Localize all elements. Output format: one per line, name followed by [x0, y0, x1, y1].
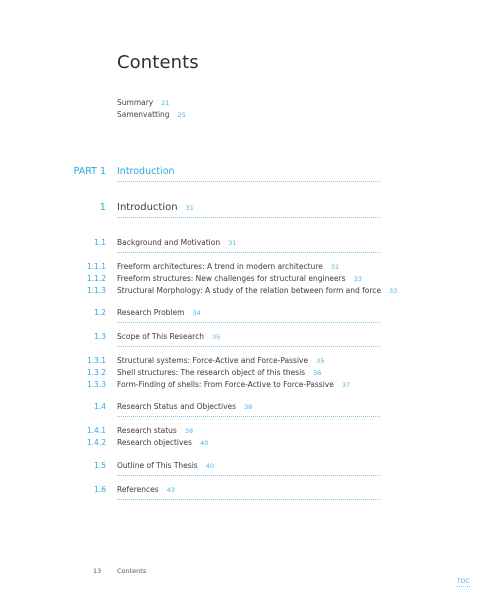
- entry-title: Research status: [117, 426, 177, 435]
- entry-number: 1.1.2: [86, 274, 106, 283]
- entry-page: 35: [211, 333, 221, 341]
- toc-entry[interactable]: [117, 426, 193, 435]
- entry-number: 1.3.3: [86, 380, 106, 389]
- entry-title: Structural Morphology: A study of the relation between form and force: [117, 286, 382, 295]
- entry-title: Outline of This Thesis: [117, 461, 198, 470]
- entry-number: 1.4.1: [86, 426, 106, 435]
- toc-entry[interactable]: [117, 368, 321, 377]
- entry-title: Background and Motivation: [117, 238, 221, 247]
- entry-title: References: [117, 485, 159, 494]
- part-title[interactable]: Introduction: [117, 166, 175, 177]
- entry-page: 40: [199, 439, 209, 447]
- running-footer: Contents: [117, 567, 147, 575]
- toc-entry[interactable]: [117, 238, 236, 247]
- toc-entry[interactable]: [117, 308, 201, 317]
- entry-number: 1.4: [94, 402, 106, 411]
- divider: [117, 475, 380, 476]
- entry-page: 34: [192, 309, 201, 317]
- entry-number: 1.5: [94, 461, 106, 470]
- entry-page: 33: [353, 275, 362, 283]
- entry-number: 1.1.1: [86, 262, 106, 271]
- entry-number: 1.2: [94, 308, 106, 317]
- entry-page: 38: [184, 427, 194, 435]
- chapter-entry[interactable]: [117, 202, 194, 213]
- entry-title: Form-Finding of shells: From Force-Active to Force-Passive: [117, 380, 334, 389]
- front-item-samenvatting[interactable]: [117, 110, 186, 119]
- entry-page: 35: [316, 357, 325, 365]
- divider: [117, 416, 380, 417]
- part-label: PART 1: [73, 166, 106, 177]
- front-item-summary[interactable]: [117, 98, 170, 107]
- toc-entry[interactable]: [117, 286, 397, 295]
- entry-page: 38: [244, 403, 253, 411]
- toc-entry[interactable]: [117, 461, 214, 470]
- entry-title: Freeform structures: New challenges for structural engineers: [117, 274, 346, 283]
- toc-entry[interactable]: [117, 380, 350, 389]
- chapter-page: 31: [185, 204, 194, 212]
- toc-entry[interactable]: [117, 356, 324, 365]
- entry-page: 40: [205, 462, 214, 470]
- entry-title: Research Status and Objectives: [117, 402, 237, 411]
- toc-entry[interactable]: [117, 485, 175, 494]
- page-number: 13: [93, 567, 102, 575]
- entry-title: Freeform architectures: A trend in modern architecture: [117, 262, 323, 271]
- entry-title: Research objectives: [117, 438, 192, 447]
- entry-page: 31: [228, 239, 237, 247]
- entry-page: 33: [389, 287, 398, 295]
- divider: [117, 181, 380, 182]
- entry-title: Research Problem: [117, 308, 185, 317]
- page-title: Contents: [117, 52, 199, 73]
- entry-page: 31: [330, 263, 340, 271]
- divider: [117, 499, 380, 500]
- toc-entry[interactable]: [117, 402, 252, 411]
- entry-number: 1.3.1: [86, 356, 106, 365]
- entry-page: 36: [313, 369, 322, 377]
- front-item-title: Samenvatting: [117, 110, 170, 119]
- chapter-title: Introduction: [117, 202, 178, 213]
- entry-title: Structural systems: Force-Active and Force-Passive: [117, 356, 309, 365]
- front-item-page: 21: [161, 99, 170, 107]
- front-item-title: Summary: [117, 98, 154, 107]
- toc-link[interactable]: TOC: [457, 578, 470, 585]
- divider: [117, 322, 380, 323]
- front-item-page: 25: [177, 111, 186, 119]
- toc-entry[interactable]: [117, 438, 208, 447]
- entry-page: 43: [166, 486, 175, 494]
- divider: [117, 252, 380, 253]
- entry-number: 1.1.3: [86, 286, 106, 295]
- divider: [117, 346, 380, 347]
- chapter-number: 1: [99, 202, 106, 213]
- divider: [117, 217, 380, 218]
- entry-title: Scope of This Research: [117, 332, 204, 341]
- entry-number: 1.1: [94, 238, 106, 247]
- entry-number: 1.3: [94, 332, 106, 341]
- entry-page: 37: [341, 381, 351, 389]
- entry-number: 1.3.2: [86, 368, 106, 377]
- toc-entry[interactable]: [117, 262, 339, 271]
- entry-title: Shell structures: The research object of this thesis: [117, 368, 306, 377]
- entry-number: 1.4.2: [86, 438, 106, 447]
- entry-number: 1.6: [94, 485, 106, 494]
- toc-entry[interactable]: [117, 332, 220, 341]
- toc-entry[interactable]: [117, 274, 362, 283]
